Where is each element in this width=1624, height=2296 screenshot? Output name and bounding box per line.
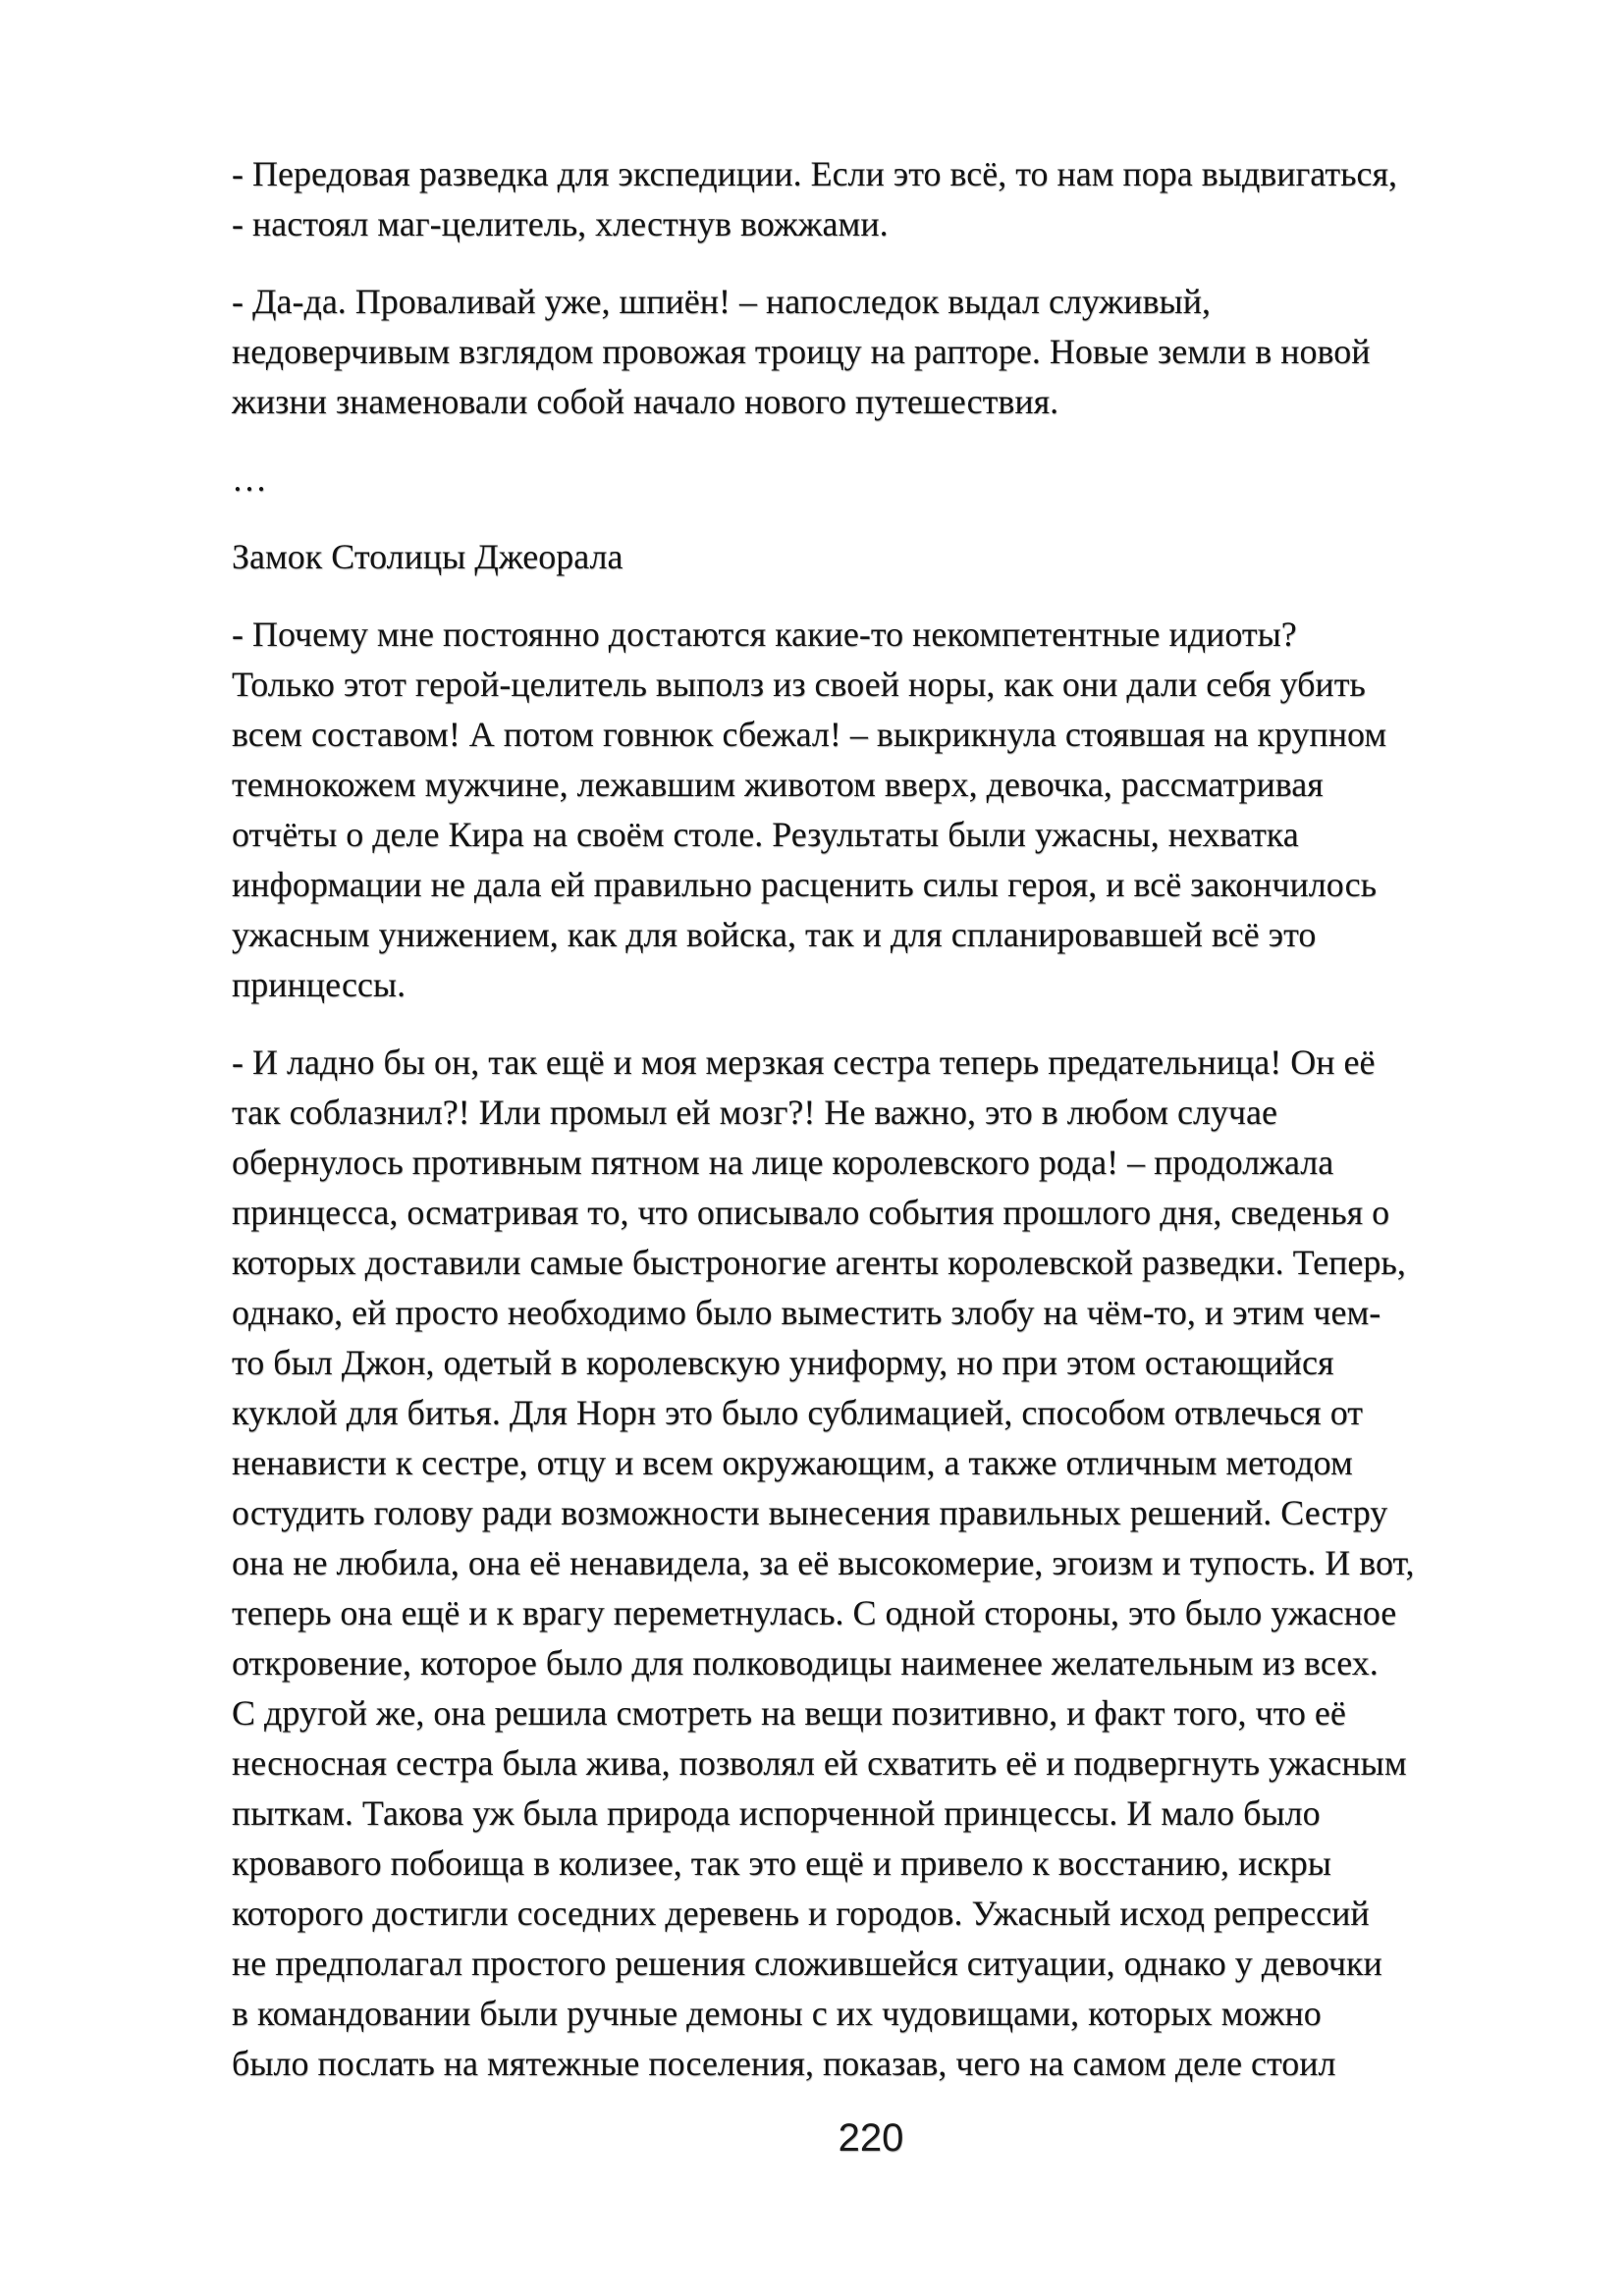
text-line: кровавого побоища в колизее, так это ещё и привело к восстанию, искры: [232, 1843, 1331, 1883]
paragraph: [232, 1038, 1489, 2089]
text-line: ужасным унижением, как для войска, так и для спланировавшей всё это: [232, 915, 1317, 954]
text-line: - Почему мне постоянно достаются какие-то некомпетентные идиоты?: [232, 614, 1297, 654]
paragraph: [232, 610, 1489, 1010]
text-line: принцесса, осматривая то, что описывало события прошлого дня, сведенья о: [232, 1193, 1390, 1232]
text-line: которого достигли соседних деревень и городов. Ужасный исход репрессий: [232, 1894, 1370, 1933]
text-line: отчёты о деле Кира на своём столе. Результаты были ужасны, нехватка: [232, 815, 1299, 854]
paragraph-ellipsis-separator: [232, 454, 1489, 505]
text-line: остудить голову ради возможности вынесения правильных решений. Сестру: [232, 1493, 1388, 1532]
text-line: ненависти к сестре, отцу и всем окружающим, а также отличным методом: [232, 1443, 1353, 1482]
text-line: обернулось противным пятном на лице королевского рода! – продолжала: [232, 1143, 1334, 1182]
text-line: недоверчивым взглядом провожая троицу на рапторе. Новые земли в новой: [232, 332, 1371, 371]
text-line: так соблазнил?! Или промыл ей мозг?! Не важно, это в любом случае: [232, 1093, 1277, 1132]
text-line: С другой же, она решила смотреть на вещи позитивно, и факт того, что её: [232, 1693, 1346, 1733]
text-line: - И ладно бы он, так ещё и моя мерзкая сестра теперь предательница! Он её: [232, 1042, 1376, 1082]
text-line: то был Джон, одетый в королевскую униформу, но при этом остающийся: [232, 1343, 1334, 1382]
text-line: в командовании были ручные демоны с их чудовищами, которых можно: [232, 1994, 1322, 2033]
text-line: откровение, которое было для полководицы наименее желательным из всех.: [232, 1643, 1379, 1682]
text-line: - Да-да. Проваливай уже, шпиён! – напоследок выдал служивый,: [232, 282, 1212, 321]
text-line: всем составом! А потом говнюк сбежал! – выкрикнула стоявшая на крупном: [232, 715, 1387, 754]
text-line: информации не дала ей правильно расценить силы героя, и всё закончилось: [232, 865, 1378, 904]
text-line: теперь она ещё и к врагу переметнулась. С одной стороны, это было ужасное: [232, 1593, 1397, 1632]
text-line: куклой для битья. Для Норн это было сублимацией, способом отвлечься от: [232, 1393, 1363, 1432]
paragraph: [232, 277, 1489, 427]
text-line: было послать на мятежные поселения, показав, чего на самом деле стоил: [232, 2044, 1336, 2083]
paragraph-scene-heading: [232, 532, 1489, 582]
text-line: Замок Столицы Джеорала: [232, 537, 623, 576]
document-body: [232, 149, 1489, 2116]
text-line: она не любила, она её ненавидела, за её высокомерие, эгоизм и тупость. И вот,: [232, 1543, 1415, 1582]
paragraph: [232, 149, 1489, 249]
text-line: не предполагал простого решения сложившейся ситуации, однако у девочки: [232, 1944, 1382, 1983]
text-line: однако, ей просто необходимо было выместить злобу на чём-то, и этим чем-: [232, 1293, 1381, 1332]
text-line: …: [232, 459, 267, 499]
text-line: которых доставили самые быстроногие агенты королевской разведки. Теперь,: [232, 1243, 1406, 1282]
text-line: жизни знаменовали собой начало нового путешествия.: [232, 382, 1059, 421]
text-line: - настоял маг-целитель, хлестнув вожжами.: [232, 204, 889, 243]
text-line: Только этот герой-целитель выполз из своей норы, как они дали себя убить: [232, 665, 1366, 704]
text-line: несносная сестра была жива, позволял ей схватить её и подвергнуть ужасным: [232, 1743, 1407, 1783]
text-line: принцессы.: [232, 965, 406, 1004]
text-line: - Передовая разведка для экспедиции. Если это всё, то нам пора выдвигаться,: [232, 154, 1398, 193]
text-line: пыткам. Такова уж была природа испорченной принцессы. И мало было: [232, 1793, 1321, 1833]
text-line: темнокожем мужчине, лежавшим животом вверх, девочка, рассматривая: [232, 765, 1324, 804]
page-number: 220: [838, 2116, 904, 2160]
